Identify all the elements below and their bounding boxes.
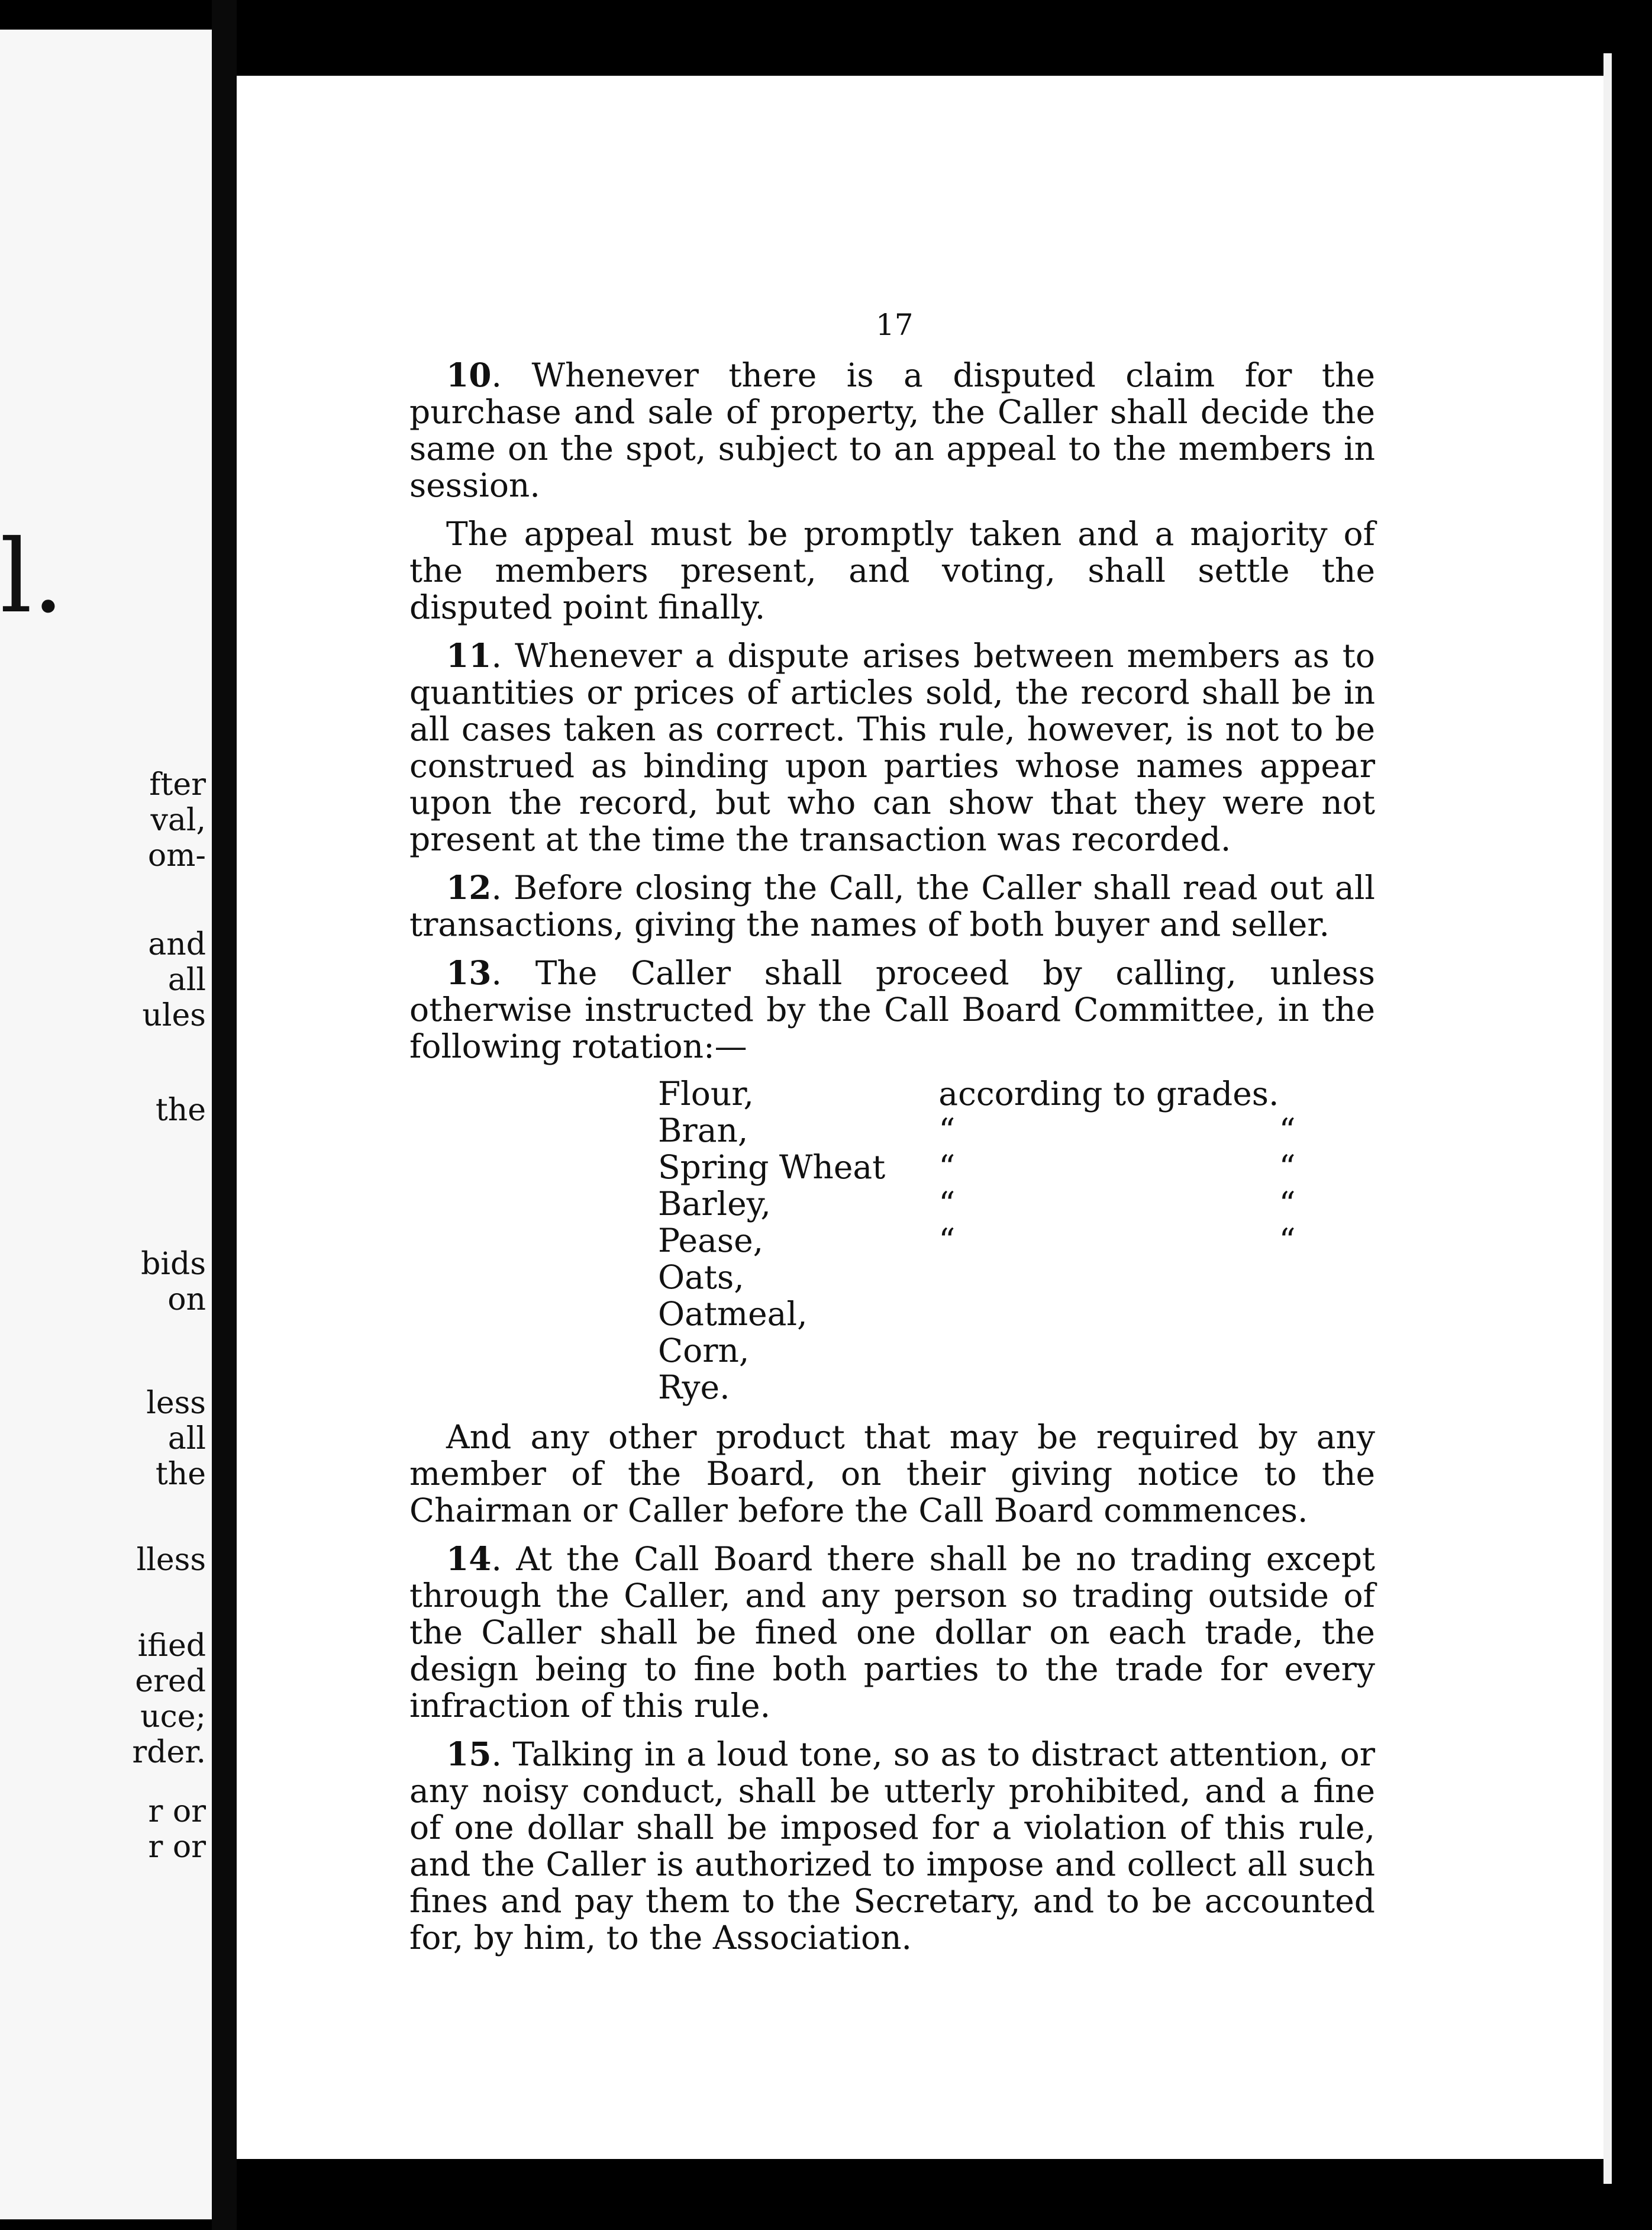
rotation-q2 [1279,1296,1367,1332]
section-10: 10. Whenever there is a disputed claim for the purchase and sale of property, the Caller shall decide the same on the spot, subject to an appeal to the members in session. [409,356,1376,504]
left-page-fragment-text: uce; [140,1699,206,1735]
left-page-fragment-text: ified [137,1628,206,1664]
rotation-q1: “ [938,1148,956,1186]
book-gutter [212,0,237,2230]
left-page-fragment-text: all [167,962,206,998]
rotation-q2 [1279,1075,1367,1112]
section-text: Whenever a dispute arises between members as to quantities or prices of articles sold, the record shall be in all cases taken as correct. This rule, however, is not to be construed as binding upon parties whose names appear upon the record, but who can show that they were not present at the time the transaction was recorded. [409,637,1375,858]
rotation-item: Rye. [658,1368,730,1406]
section-14: 14. At the Call Board there shall be no trading except through the Caller, and any person so trading outside of the Caller shall be fined one dollar on each trade, the design being to fine both parties to the trade for every infraction of this rule. [409,1539,1376,1725]
rotation-item: Flour, [658,1075,754,1113]
rotation-q2 [1279,1369,1367,1406]
rotation-q1: according to grades. [938,1075,1279,1113]
left-page-fragment-text: on [167,1282,206,1317]
left-page-fragment-text: ered [135,1664,206,1699]
rotation-item: Oatmeal, [658,1295,808,1333]
left-page-fragment-text: r or [148,1794,206,1829]
left-page-fragment [0,30,212,2219]
section-number: 13 [446,953,492,992]
left-page-fragment-text: and [148,927,206,962]
section-text: The Caller shall proceed by calling, unless otherwise instructed by the Call Board Committee, in the following rotation:— [409,954,1375,1065]
rotation-q1 [885,1296,1279,1332]
rotation-item: Bran, [658,1111,748,1149]
left-page-fragment-text: all [167,1421,206,1456]
section-15: 15. Talking in a loud tone, so as to distract attention, or any noisy conduct, shall be utterly prohibited, and a fine of one dollar shall be imposed for a violation of this rule, and the Caller is authorized to impose and collect all such fines and pay them to the Secretary, and to be accounted for, by him, to the Association. [409,1735,1375,1957]
section-number: 11 [446,636,492,675]
left-page-fragment-text: lless [136,1542,206,1578]
rotation-row [658,1075,1367,1112]
section-13: 13. The Caller shall proceed by calling, unless otherwise instructed by the Call Board Committee, in the following rotation:— [409,953,1375,1065]
rotation-item: Pease, [658,1222,764,1259]
section-number: 12 [446,868,492,907]
rotation-q2: “ [1279,1222,1296,1259]
left-page-fragment-text: less [146,1385,206,1421]
page-content [409,357,1375,1968]
section-text: At the Call Board there shall be no trading except through the Caller, and any person so trading outside of the Caller shall be fined one dollar on each trade, the design being to fine both parties to the trade for every infraction of this rule. [409,1540,1376,1725]
section-text: Before closing the Call, the Caller shall read out all transactions, giving the names of both buyer and seller. [409,869,1376,943]
left-page-fragment-text: bids [141,1246,206,1282]
section-number: 10 [446,356,492,394]
left-page-fragment-text: val, [150,803,206,838]
page-edge [1603,53,1612,2184]
rotation-row [658,1112,1367,1149]
rotation-q1 [885,1332,1279,1369]
left-page-fragment-text: ules [142,998,206,1033]
left-page-fragment-text: om- [147,838,206,874]
rotation-item: Spring Wheat [658,1148,886,1186]
rotation-row [658,1185,1367,1222]
rotation-q2: “ [1279,1111,1296,1149]
left-page-fragment-text: rder. [132,1735,206,1770]
rotation-row [658,1296,1367,1332]
left-page-large-glyph: l. [0,518,64,636]
rotation-list [658,1075,1367,1406]
section-number: 15 [446,1735,492,1773]
section-13-closing: And any other product that may be required by any member of the Board, on their giving notice to the Chairman or Caller before the Call Board commences. [409,1418,1375,1529]
rotation-q2 [1279,1259,1367,1296]
section-10-continuation: The appeal must be promptly taken and a majority of the members present, and voting, shall settle the disputed point finally. [409,515,1375,626]
rotation-q1: “ [938,1111,956,1149]
section-number: 14 [446,1539,492,1578]
rotation-q2: “ [1279,1148,1296,1186]
rotation-q1: “ [938,1185,956,1223]
page-number: 17 [876,308,914,342]
section-text: Talking in a loud tone, so as to distract attention, or any noisy conduct, shall be utterly prohibited, and a fine of one dollar shall be imposed for a violation of this rule, and the Caller is authorized to impose and collect all such fines and pay them to the Secretary, and to be accounted for, by him, to the Association. [409,1735,1375,1957]
rotation-row [658,1332,1367,1369]
rotation-q2: “ [1279,1185,1296,1223]
left-page-fragment-text: fter [149,767,206,803]
rotation-row [658,1259,1367,1296]
rotation-q1 [885,1369,1279,1406]
rotation-item: Oats, [658,1258,744,1296]
rotation-q1: “ [938,1222,956,1259]
left-page-fragment-text: the [155,1093,206,1128]
section-11: 11. Whenever a dispute arises between members as to quantities or prices of articles sold, the record shall be in all cases taken as correct. This rule, however, is not to be construed as binding upon parties whose names appear upon the record, but who can show that they were not present at the time the transaction was recorded. [409,636,1375,858]
left-page-fragment-text: r or [148,1829,206,1865]
rotation-item: Corn, [658,1332,750,1369]
rotation-row [658,1222,1367,1259]
section-text: Whenever there is a disputed claim for the purchase and sale of property, the Caller shall decide the same on the spot, subject to an appeal to the members in session. [409,356,1376,504]
left-page-fragment-text: the [155,1456,206,1492]
right-page [237,76,1603,2159]
rotation-row [658,1369,1367,1406]
section-12: 12. Before closing the Call, the Caller shall read out all transactions, giving the names of both buyer and seller. [409,868,1376,943]
rotation-row [658,1149,1367,1185]
rotation-q2 [1279,1332,1367,1369]
rotation-q1 [885,1259,1279,1296]
rotation-item: Barley, [658,1185,771,1223]
